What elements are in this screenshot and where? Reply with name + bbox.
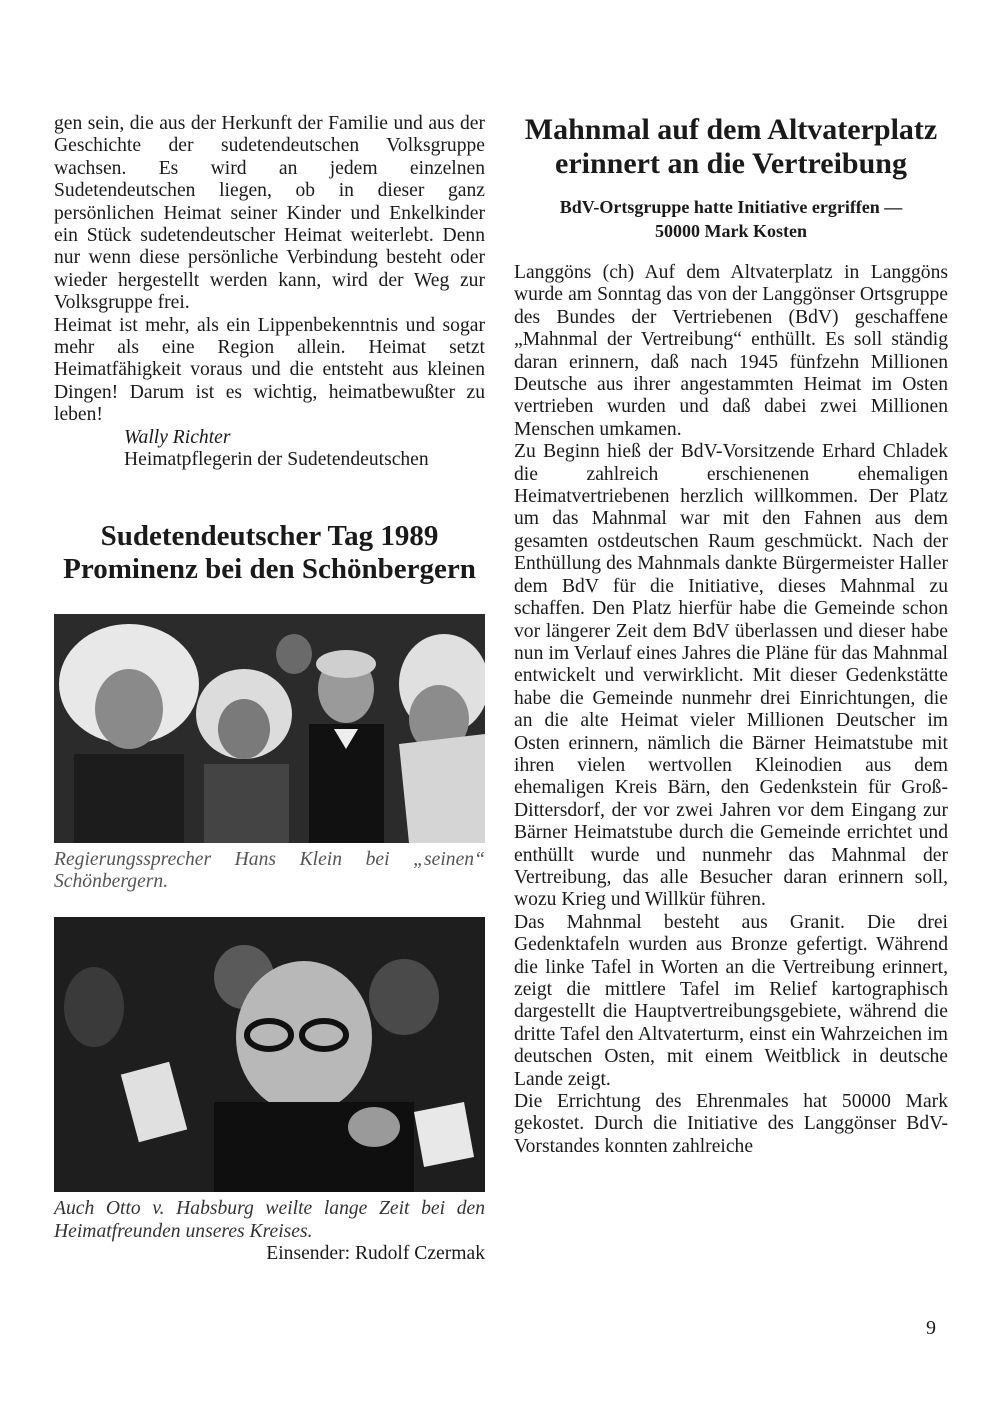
page-number: 9 bbox=[926, 1317, 936, 1339]
left-paragraph-2: Heimat ist mehr, als ein Lippenbekenntnis und sogar mehr als eine Region allein. Heimat setzt Heimatfähigkeit voraus und die entsteht aus kleinen Dingen! Darum ist es wichtig, heimatbewußter zu leben! bbox=[54, 314, 485, 426]
right-column bbox=[514, 113, 948, 1158]
photo-caption-2: Auch Otto v. Habsburg weilte lange Zeit bei den Heimatfreunden unseres Kreises. bbox=[54, 1198, 485, 1242]
headline-line-2: Prominenz bei den Schönbergern bbox=[63, 552, 476, 585]
left-column bbox=[54, 113, 485, 1266]
photo-otto-von-habsburg bbox=[54, 917, 485, 1192]
mahnmal-headline-line-2: erinnert an die Vertreibung bbox=[555, 147, 907, 180]
photo-caption-1: Regierungssprecher Hans Klein bei „seinen“ Schönbergern. bbox=[54, 848, 485, 892]
right-paragraph-2: Zu Beginn hieß der BdV-Vorsitzende Erhard Chladek die zahlreich erschienenen ehemaligen Heimatvertriebenen herzlich willkommen. Der Platz um das Mahnmal war mit den Fahnen aus dem gesamten ostdeutschen Raum geschmückt. Nach der Enthüllung des Mahnmals dankte Bürgermeister Haller dem BdV für die Initiative, dieses Mahnmal zu schaffen. Den Platz hierfür habe die Gemeinde schon vor längerer Zeit dem BdV überlassen und dieser habe nun im Verlauf eines Jahres die Pläne für das Mahnmal entwickelt und verwirklicht. Mit dieser Gedenkstätte habe die Gemeinde nunmehr drei Einrichtungen, die an die alte Heimat vieler Millionen Deutscher im Osten erinnern, nämlich die Bärner Heimatstube mit ihren vielen wertvollen Kleinodien aus dem ehemaligen Kreis Bärn, den Gedenkstein für Groß-Dittersdorf, der vor zwei Jahren vor dem Eingang zur Bärner Heimatstube durch die Gemeinde errichtet und enthüllt wurde und nunmehr das Mahnmal der Vertreibung, das alle Besucher daran erinnern soll, wozu Krieg und Willkür führen. bbox=[514, 441, 948, 911]
photo-schoenberger-women bbox=[54, 614, 485, 843]
mahnmal-headline bbox=[514, 113, 948, 181]
mahnmal-subhead bbox=[514, 195, 948, 243]
subhead-line-1: BdV-Ortsgruppe hatte Initiative ergriffen — bbox=[559, 197, 903, 217]
signature-title: Heimatpflegerin der Sudetendeutschen bbox=[124, 449, 429, 471]
right-paragraph-1: Langgöns (ch) Auf dem Altvaterplatz in Langgöns wurde am Sonntag das von der Langgönser Ortsgruppe des Bundes der Vertriebenen (BdV) geschaffene „Mahnmal der Vertreibung“ enthüllt. Es soll ständig daran erinnern, daß nach 1945 fünfzehn Millionen Deutsche aus ihrer angestammten Heimat im Osten vertrieben wurden und daß dabei zwei Millionen Menschen umkamen. bbox=[514, 262, 948, 440]
sender-line: Einsender: Rudolf Czermak bbox=[266, 1243, 485, 1265]
left-paragraph-1: gen sein, die aus der Herkunft der Familie und aus der Geschichte der sudetendeutschen Volksgruppe wachsen. Es wird an jedem einzelnen Sudetendeutschen liegen, ob in dieser ganz persönlichen Heimat seiner Kinder und Enkelkinder ein Stück sudetendeutscher Heimat weiterlebt. Denn nur wenn diese persönliche Verbindung besteht oder wieder hergestellt werden kann, wird der Weg zur Volksgruppe frei. bbox=[54, 113, 485, 314]
headline-line-1: Sudetendeutscher Tag 1989 bbox=[100, 519, 439, 552]
signature-block bbox=[54, 427, 485, 472]
mahnmal-headline-line-1: Mahnmal auf dem Altvaterplatz bbox=[524, 113, 938, 146]
right-paragraph-4: Die Errichtung des Ehrenmales hat 50000 Mark gekostet. Durch die Initiative des Langgönser BdV-Vorstandes konnten zahlreiche bbox=[514, 1091, 948, 1157]
right-paragraph-3: Das Mahnmal besteht aus Granit. Die drei Gedenktafeln wurden aus Bronze gefertigt. Während die linke Tafel in Worten an die Vertreibung erinnert, zeigt die mittlere Tafel im Relief kartographisch dargestellt die Hauptvertreibungsgebiete, während die dritte Tafel den Altvaterturm, einst ein Wahrzeichen im deutschen Osten, mit einem Weitblick in deutsche Lande zeigt. bbox=[514, 911, 948, 1090]
sudetendeutscher-tag-headline bbox=[54, 520, 485, 586]
subhead-line-2: 50000 Mark Kosten bbox=[655, 221, 807, 241]
signature-name: Wally Richter bbox=[124, 426, 231, 448]
